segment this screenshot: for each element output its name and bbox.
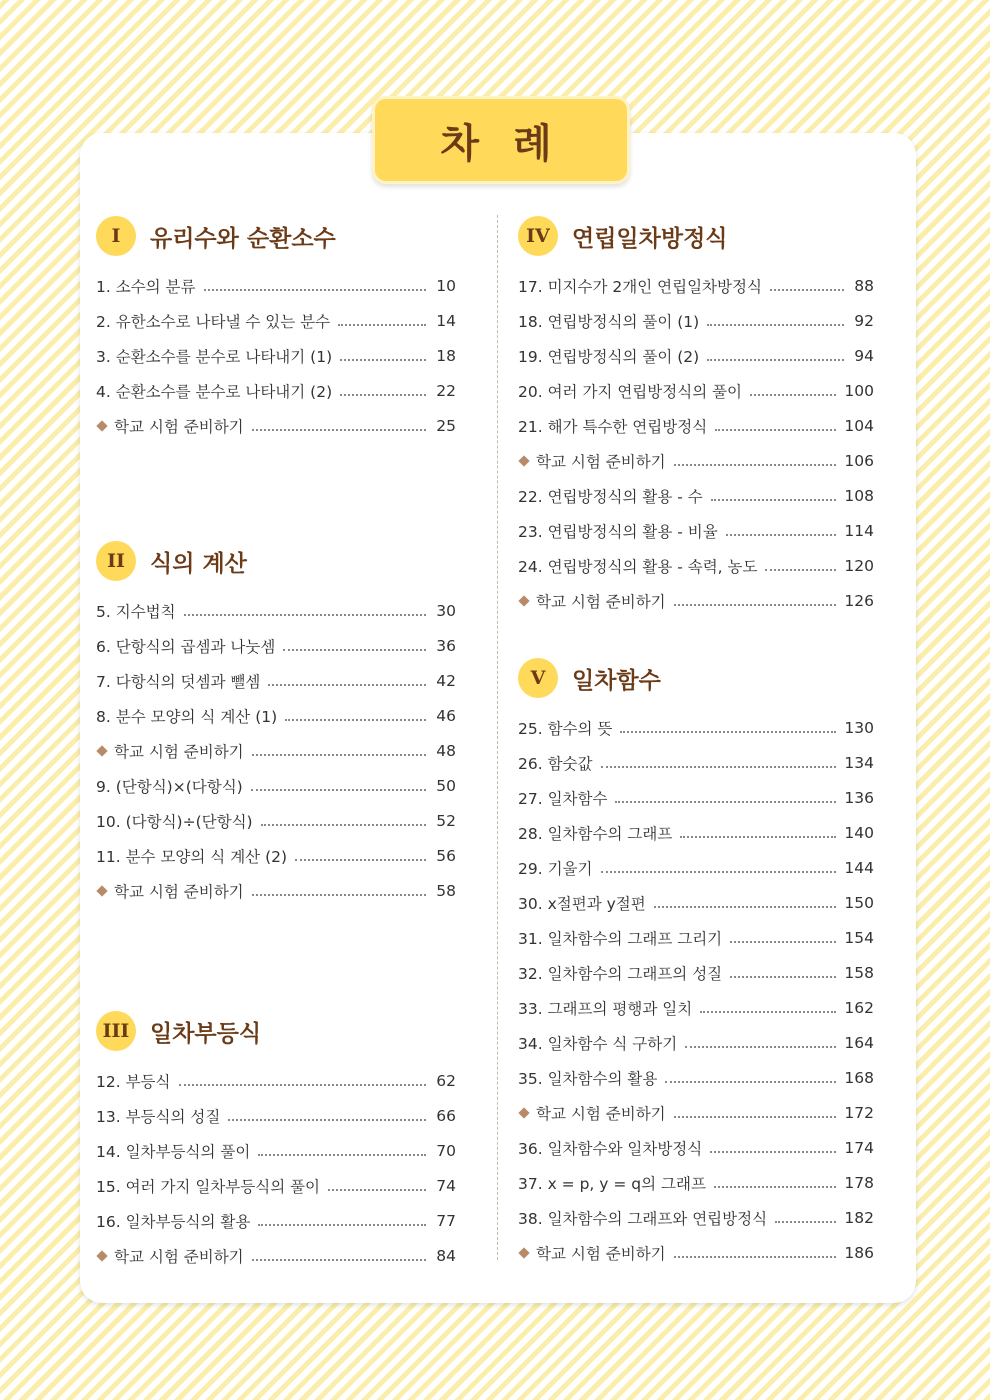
toc-item-page: 162 — [844, 998, 874, 1017]
dot-leader — [770, 289, 844, 291]
dot-leader — [338, 324, 426, 326]
dot-leader — [674, 604, 837, 606]
section-1 — [96, 216, 456, 443]
toc-item-page: 58 — [436, 881, 456, 900]
toc-item[interactable] — [96, 1098, 456, 1133]
toc-item-label: 학교 시험 준비하기 — [536, 452, 666, 471]
dot-leader — [268, 684, 426, 686]
toc-item[interactable] — [518, 710, 874, 745]
toc-item[interactable] — [96, 628, 456, 663]
toc-item-page: 144 — [844, 858, 874, 877]
dot-leader — [204, 289, 426, 291]
toc-item[interactable] — [518, 990, 874, 1025]
toc-item-page: 62 — [436, 1071, 456, 1090]
toc-item-label: 33. 그래프의 평행과 일치 — [518, 999, 693, 1018]
dot-leader — [726, 534, 837, 536]
toc-item-label: 5. 지수법칙 — [96, 602, 176, 621]
toc-item-page: 30 — [436, 601, 456, 620]
section-numeral: I — [96, 216, 136, 256]
toc-item-label: 20. 여러 가지 연립방정식의 풀이 — [518, 382, 743, 401]
dot-leader — [179, 1084, 427, 1086]
dot-leader — [258, 1154, 426, 1156]
toc-item-page: 134 — [844, 753, 874, 772]
toc-item[interactable] — [518, 268, 874, 303]
toc-item-label: 학교 시험 준비하기 — [114, 742, 244, 761]
toc-item-label: 30. x절편과 y절편 — [518, 894, 646, 913]
toc-item-review[interactable] — [518, 1095, 874, 1130]
toc-item[interactable] — [518, 885, 874, 920]
toc-item-label: 34. 일차함수 식 구하기 — [518, 1034, 678, 1053]
section-header — [96, 541, 456, 581]
toc-item-label: 24. 연립방정식의 활용 - 속력, 농도 — [518, 557, 758, 576]
section-header — [518, 658, 874, 698]
dot-leader — [328, 1189, 426, 1191]
toc-item-page: 178 — [844, 1173, 874, 1192]
toc-item-page: 94 — [854, 346, 874, 365]
toc-item-label: 23. 연립방정식의 활용 - 비율 — [518, 522, 718, 541]
toc-item-label: 학교 시험 준비하기 — [536, 592, 666, 611]
section-title: 식의 계산 — [150, 550, 247, 577]
dot-leader — [707, 324, 844, 326]
toc-item-page: 18 — [436, 346, 456, 365]
toc-item[interactable] — [518, 373, 874, 408]
toc-item-label: 3. 순환소수를 분수로 나타내기 (1) — [96, 347, 333, 366]
dot-leader — [750, 394, 836, 396]
toc-item-page: 106 — [844, 451, 874, 470]
toc-item-page: 120 — [844, 556, 874, 575]
toc-item-page: 168 — [844, 1068, 874, 1087]
toc-item[interactable] — [518, 1060, 874, 1095]
diamond-icon — [518, 1107, 529, 1118]
toc-item[interactable] — [518, 1025, 874, 1060]
toc-item-page: 130 — [844, 718, 874, 737]
toc-item[interactable] — [96, 698, 456, 733]
toc-item-page: 182 — [844, 1208, 874, 1227]
toc-item-page: 70 — [436, 1141, 456, 1160]
toc-item-label: 32. 일차함수의 그래프의 성질 — [518, 964, 723, 983]
toc-item-label: 38. 일차함수의 그래프와 연립방정식 — [518, 1209, 768, 1228]
toc-item-page: 25 — [436, 416, 456, 435]
toc-item-label: 29. 기울기 — [518, 859, 593, 878]
dot-leader — [340, 394, 426, 396]
dot-leader — [252, 754, 426, 756]
section-2 — [96, 541, 456, 908]
toc-item-page: 108 — [844, 486, 874, 505]
column-divider — [497, 215, 498, 1260]
toc-item-page: 100 — [844, 381, 874, 400]
section-4 — [518, 216, 874, 618]
toc-item[interactable] — [96, 1133, 456, 1168]
toc-item-review[interactable] — [96, 1238, 456, 1273]
dot-leader — [680, 836, 836, 838]
toc-item[interactable] — [518, 920, 874, 955]
toc-item-review[interactable] — [518, 443, 874, 478]
toc-item-label: 28. 일차함수의 그래프 — [518, 824, 673, 843]
toc-item-label: 15. 여러 가지 일차부등식의 풀이 — [96, 1177, 321, 1196]
toc-item-page: 36 — [436, 636, 456, 655]
dot-leader — [258, 1224, 426, 1226]
dot-leader — [285, 719, 426, 721]
section-numeral: IV — [518, 216, 558, 256]
section-title: 유리수와 순환소수 — [150, 225, 336, 252]
toc-item-page: 104 — [844, 416, 874, 435]
toc-item[interactable] — [518, 1165, 874, 1200]
toc-item-page: 56 — [436, 846, 456, 865]
toc-item[interactable] — [96, 268, 456, 303]
dot-leader — [295, 859, 426, 861]
toc-item-label: 16. 일차부등식의 활용 — [96, 1212, 251, 1231]
dot-leader — [620, 731, 836, 733]
toc-item-label: 27. 일차함수 — [518, 789, 608, 808]
toc-item-label: 26. 함숫값 — [518, 754, 593, 773]
toc-item-review[interactable] — [96, 733, 456, 768]
toc-item-page: 77 — [436, 1211, 456, 1230]
toc-item-label: 37. x = p, y = q의 그래프 — [518, 1174, 706, 1193]
toc-item[interactable] — [96, 663, 456, 698]
toc-item-label: 14. 일차부등식의 풀이 — [96, 1142, 251, 1161]
toc-item-page: 172 — [844, 1103, 874, 1122]
toc-item-page: 154 — [844, 928, 874, 947]
section-title: 일차부등식 — [150, 1020, 262, 1047]
toc-item-label: 10. (다항식)÷(단항식) — [96, 812, 253, 831]
toc-item-page: 136 — [844, 788, 874, 807]
section-header — [518, 216, 874, 256]
toc-item-review[interactable] — [518, 1235, 874, 1270]
dot-leader — [228, 1119, 426, 1121]
toc-item-page: 42 — [436, 671, 456, 690]
toc-item[interactable] — [518, 478, 874, 513]
toc-item-label: 2. 유한소수로 나타낼 수 있는 분수 — [96, 312, 331, 331]
section-numeral: V — [518, 658, 558, 698]
toc-item-label: 학교 시험 준비하기 — [114, 1247, 244, 1266]
section-items — [96, 1063, 456, 1273]
toc-item-page: 158 — [844, 963, 874, 982]
dot-leader — [700, 1011, 836, 1013]
diamond-icon — [96, 1250, 107, 1261]
toc-item-review[interactable] — [518, 583, 874, 618]
toc-item-page: 114 — [844, 521, 874, 540]
toc-item-label: 13. 부등식의 성질 — [96, 1107, 221, 1126]
toc-item-page: 164 — [844, 1033, 874, 1052]
section-3 — [96, 1011, 456, 1273]
section-numeral: III — [96, 1011, 136, 1051]
dot-leader — [184, 614, 426, 616]
toc-item-label: 7. 다항식의 덧셈과 뺄셈 — [96, 672, 261, 691]
toc-item[interactable] — [518, 1200, 874, 1235]
toc-item-page: 126 — [844, 591, 874, 610]
toc-item-page: 74 — [436, 1176, 456, 1195]
toc-item-review[interactable] — [96, 408, 456, 443]
diamond-icon — [96, 885, 107, 896]
toc-item[interactable] — [96, 768, 456, 803]
section-items — [518, 710, 874, 1270]
toc-item[interactable] — [96, 373, 456, 408]
toc-item-label: 8. 분수 모양의 식 계산 (1) — [96, 707, 278, 726]
dot-leader — [711, 499, 837, 501]
section-numeral: II — [96, 541, 136, 581]
toc-item[interactable] — [518, 850, 874, 885]
section-title: 연립일차방정식 — [572, 225, 728, 252]
dot-leader — [710, 1151, 836, 1153]
toc-item-label: 18. 연립방정식의 풀이 (1) — [518, 312, 700, 331]
section-items — [96, 593, 456, 908]
toc-item-page: 22 — [436, 381, 456, 400]
dot-leader — [261, 824, 426, 826]
toc-item-page: 50 — [436, 776, 456, 795]
toc-item-label: 학교 시험 준비하기 — [536, 1104, 666, 1123]
dot-leader — [775, 1221, 836, 1223]
section-5 — [518, 658, 874, 1270]
section-items — [96, 268, 456, 443]
dot-leader — [685, 1046, 836, 1048]
toc-item-label: 21. 해가 특수한 연립방정식 — [518, 417, 708, 436]
dot-leader — [715, 429, 836, 431]
dot-leader — [674, 1116, 837, 1118]
toc-item-label: 11. 분수 모양의 식 계산 (2) — [96, 847, 288, 866]
toc-item-page: 150 — [844, 893, 874, 912]
toc-item-label: 1. 소수의 분류 — [96, 277, 196, 296]
toc-item-label: 22. 연립방정식의 활용 - 수 — [518, 487, 703, 506]
toc-item-label: 17. 미지수가 2개인 연립일차방정식 — [518, 277, 762, 296]
toc-item[interactable] — [96, 1063, 456, 1098]
toc-item-page: 10 — [436, 276, 456, 295]
dot-leader — [251, 789, 426, 791]
toc-item-label: 19. 연립방정식의 풀이 (2) — [518, 347, 700, 366]
toc-item-page: 84 — [436, 1246, 456, 1265]
dot-leader — [765, 569, 836, 571]
section-items — [518, 268, 874, 618]
toc-item-page: 52 — [436, 811, 456, 830]
toc-item-label: 4. 순환소수를 분수로 나타내기 (2) — [96, 382, 333, 401]
toc-item-label: 25. 함수의 뜻 — [518, 719, 613, 738]
diamond-icon — [96, 420, 107, 431]
toc-item-page: 48 — [436, 741, 456, 760]
toc-item-label: 12. 부등식 — [96, 1072, 171, 1091]
dot-leader — [714, 1186, 836, 1188]
dot-leader — [252, 894, 426, 896]
toc-item-label: 학교 시험 준비하기 — [114, 882, 244, 901]
toc-item[interactable] — [96, 803, 456, 838]
toc-item[interactable] — [518, 338, 874, 373]
toc-item-page: 92 — [854, 311, 874, 330]
section-header — [96, 1011, 456, 1051]
toc-item[interactable] — [518, 408, 874, 443]
toc-item-label: 9. (단항식)×(다항식) — [96, 777, 243, 796]
toc-item[interactable] — [96, 1168, 456, 1203]
toc-item[interactable] — [96, 303, 456, 338]
page-title: 차 례 — [372, 96, 630, 184]
dot-leader — [252, 1259, 426, 1261]
dot-leader — [601, 871, 837, 873]
toc-item-page: 174 — [844, 1138, 874, 1157]
dot-leader — [654, 906, 837, 908]
dot-leader — [665, 1081, 836, 1083]
toc-item-label: 36. 일차함수와 일차방정식 — [518, 1139, 703, 1158]
toc-item-page: 186 — [844, 1243, 874, 1262]
toc-item-label: 6. 단항식의 곱셈과 나눗셈 — [96, 637, 276, 656]
diamond-icon — [518, 455, 529, 466]
toc-item-page: 88 — [854, 276, 874, 295]
toc-item[interactable] — [518, 815, 874, 850]
toc-item-review[interactable] — [96, 873, 456, 908]
toc-item-label: 학교 시험 준비하기 — [114, 417, 244, 436]
toc-item-label: 31. 일차함수의 그래프 그리기 — [518, 929, 723, 948]
dot-leader — [730, 941, 836, 943]
toc-item-page: 140 — [844, 823, 874, 842]
toc-item[interactable] — [96, 593, 456, 628]
dot-leader — [252, 429, 426, 431]
dot-leader — [340, 359, 426, 361]
toc-item[interactable] — [518, 745, 874, 780]
toc-item[interactable] — [518, 955, 874, 990]
section-title: 일차함수 — [572, 667, 661, 694]
section-header — [96, 216, 456, 256]
diamond-icon — [518, 595, 529, 606]
toc-item-label: 35. 일차함수의 활용 — [518, 1069, 658, 1088]
toc-item[interactable] — [518, 303, 874, 338]
toc-item[interactable] — [96, 338, 456, 373]
toc-item-page: 14 — [436, 311, 456, 330]
toc-item[interactable] — [518, 513, 874, 548]
toc-item-label: 학교 시험 준비하기 — [536, 1244, 666, 1263]
toc-item-page: 66 — [436, 1106, 456, 1125]
dot-leader — [601, 766, 837, 768]
toc-item[interactable] — [96, 1203, 456, 1238]
dot-leader — [674, 1256, 837, 1258]
dot-leader — [707, 359, 844, 361]
toc-item[interactable] — [518, 548, 874, 583]
toc-item-page: 46 — [436, 706, 456, 725]
diamond-icon — [96, 745, 107, 756]
diamond-icon — [518, 1247, 529, 1258]
toc-item[interactable] — [96, 838, 456, 873]
dot-leader — [615, 801, 836, 803]
toc-item[interactable] — [518, 780, 874, 815]
dot-leader — [674, 464, 837, 466]
dot-leader — [283, 649, 426, 651]
toc-item[interactable] — [518, 1130, 874, 1165]
dot-leader — [730, 976, 836, 978]
